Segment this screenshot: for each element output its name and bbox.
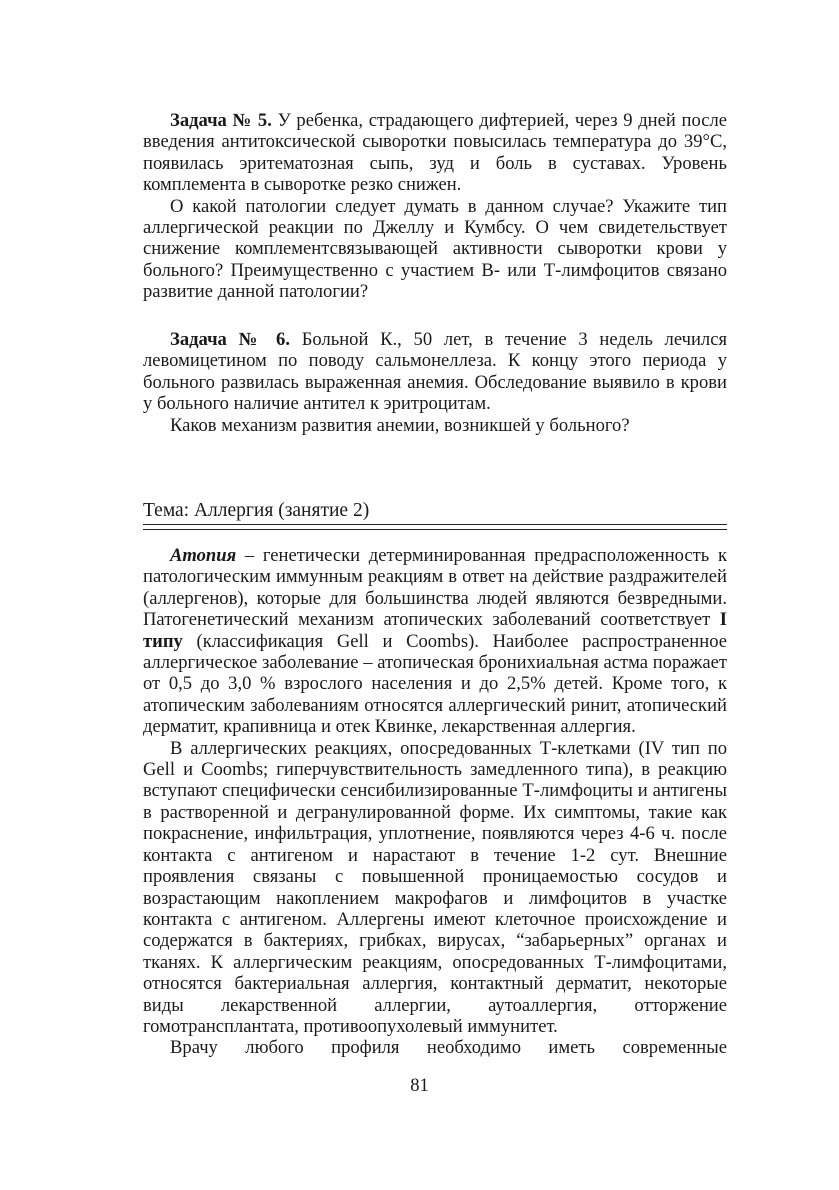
task-5-paragraph [143, 110, 727, 196]
doctor-paragraph: Врачу любого профиля необходимо иметь современные [170, 1037, 727, 1059]
task-6-text: Больной К., 50 лет, в течение 3 недель лечился левомицетином по поводу сальмонеллеза. К концу этого периода у больного развилась выраженная анемия. Обследование выявило в крови у больного наличие антител к эритроцитам. [143, 329, 727, 415]
task-5 [143, 110, 727, 303]
task-6-paragraph [143, 329, 727, 415]
task-6-question: Каков механизм развития анемии, возникшей у больного? [170, 414, 630, 436]
tcell-paragraph: В аллергических реакциях, опосредованных Т-клетками (IV тип по Gell и Coombs; гиперчувствительность замедленного типа), в реакцию вступают специфически сенсибилизированные Т-лимфоциты и антигены в растворенной и дегранулированной форме. Их симптомы, такие как покраснение, инфильтрация, уплотнение, появляются через 4-6 ч. после контакта с антигеном и нарастают в течение 1-2 сут. Внешние проявления связаны с повышенной проницаемостью сосудов и возрастающим накоплением макрофагов и лимфоцитов в участке контакта с антигеном. Аллергены имеют клеточное происхождение и содержатся в бактериях, грибках, вирусах, “забарьерных” органах и тканях. К аллергическим реакциям, опосредованных Т-лимфоцитами, относятся бактериальная аллергия, контактный дерматит, некоторые виды лекарственной аллергии, аутоаллергия, отторжение гомотрансплантата, противоопухолевый иммунитет. [143, 737, 727, 1037]
topic-rule-bottom [143, 529, 727, 530]
task-6 [143, 329, 727, 436]
topic-title: Тема: Аллергия (занятие 2) [143, 500, 370, 521]
task-6-heading: Задача № 6. [170, 329, 290, 350]
topic-rule-top [143, 524, 727, 525]
task-5-heading: Задача № 5. [170, 110, 272, 131]
atopy-paragraph [143, 545, 727, 738]
page-number: 81 [410, 1075, 429, 1096]
atopy-type-emph: I типу [143, 609, 727, 652]
task-5-text: У ребенка, страдающего дифтерией, через 9 дней после введения антитоксической сыворотки повысилась температура до 39°С, появилась эритематозная сыпь, зуд и боль в суставах. Уровень комплемента в сыворотке резко снижен. [143, 110, 727, 196]
main-text [143, 545, 727, 1059]
task-5-question: О какой патологии следует думать в данном случае? Укажите тип аллергической реакции по Джеллу и Кумбсу. О чем свидетельствует снижение комплементсвязывающей активности сыворотки крови у больного? Преимущественно с участием В- или Т-лимфоцитов связано развитие данной патологии? [143, 195, 727, 303]
atopy-term: Атопия [170, 545, 237, 566]
atopy-text-a: – генетически детерминированная предрасположенность к патологическим иммунным реакциям в ответ на действие раздражителей (аллергенов), которые для большинства людей являются безвредными. Патогенетический механизм атопических заболеваний соответствует [143, 545, 727, 631]
atopy-text-b: (классификация Gell и Coombs). Наиболее распространенное аллергическое заболевание – атопическая бронихиальная астма поражает от 0,5 до 3,0 % взрослого населения и до 2,5% детей. Кроме того, к атопическим заболеваниям относятся аллергический ринит, атопический дерматит, крапивница и отек Квинке, лекарственная аллергия. [143, 630, 727, 738]
